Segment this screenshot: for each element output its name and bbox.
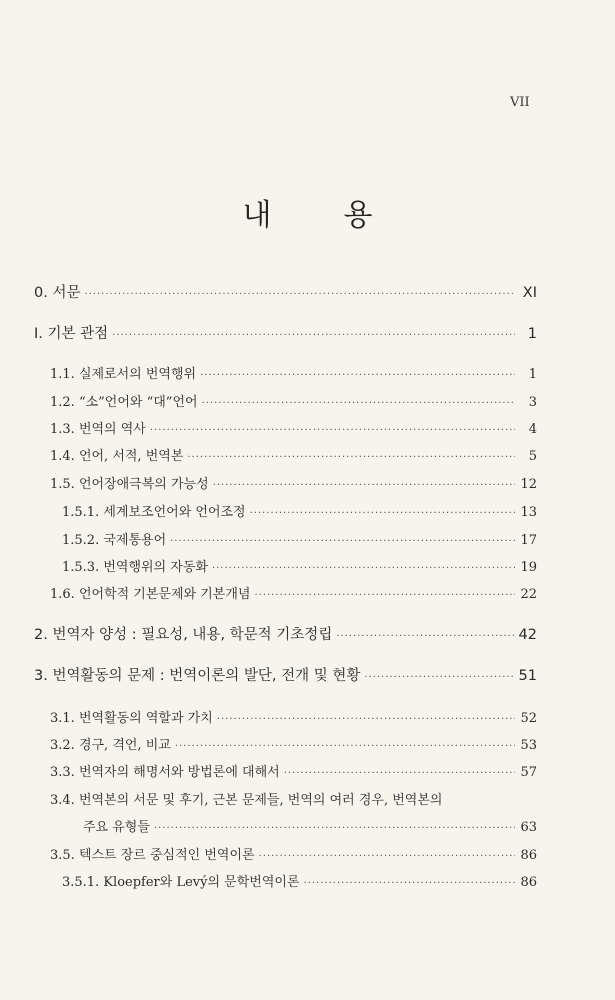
toc-leader-dots xyxy=(364,665,514,691)
toc-entry-label: 1.5.3. 번역행위의 자동화 xyxy=(62,560,208,575)
toc-entry-1 xyxy=(34,321,537,347)
toc-entry-label: 3. 번역활동의 문제 : 번역이론의 발단, 전개 및 현황 xyxy=(34,668,361,684)
toc-entry-page: 17 xyxy=(520,533,537,548)
toc-entry-label: 1.2. “소”언어와 “대”언어 xyxy=(50,395,198,410)
toc-entry-3-2 xyxy=(50,733,537,759)
toc-entry-page: 63 xyxy=(520,820,537,835)
toc-entry-3-5 xyxy=(50,843,537,869)
toc-entry-label: 1.5. 언어장애극복의 가능성 xyxy=(50,477,209,492)
toc-entry-page: 13 xyxy=(520,505,537,520)
toc-leader-dots xyxy=(250,501,515,527)
page-title-char-1: 내 xyxy=(242,198,272,233)
toc-leader-dots xyxy=(336,624,514,650)
toc-entry-3-4-line-1: 3.4. 번역본의 서문 및 후기, 근본 문제들, 번역의 여러 경우, 번역본의 xyxy=(50,793,443,808)
toc-entry-label: 1.4. 언어, 서적, 번역본 xyxy=(50,449,184,464)
page-number: VII xyxy=(510,95,530,110)
page-title-char-2: 용 xyxy=(343,198,373,233)
toc-entry-page: 19 xyxy=(520,560,537,575)
toc-entry-page: 51 xyxy=(518,668,537,684)
toc-entry-page: 22 xyxy=(520,587,537,602)
toc-entry-page: 1 xyxy=(528,367,537,382)
toc-entry-3-3 xyxy=(50,760,537,786)
toc-entry-1-2 xyxy=(50,390,537,416)
toc-leader-dots xyxy=(202,391,515,417)
toc-leader-dots xyxy=(213,473,515,499)
toc-leader-dots xyxy=(150,418,515,444)
toc-entry-label: 1.3. 번역의 역사 xyxy=(50,422,146,437)
toc-entry-3-1 xyxy=(50,706,537,732)
toc-entry-1-1 xyxy=(50,362,537,388)
toc-leader-dots xyxy=(212,556,515,582)
toc-entry-1-4 xyxy=(50,444,537,470)
toc-leader-dots xyxy=(84,282,515,308)
toc-entry-1-5-2 xyxy=(62,528,537,554)
toc-entry-page: 86 xyxy=(520,848,537,863)
toc-entry-page: 42 xyxy=(518,627,537,643)
toc-entry-label: 3.2. 경구, 격언, 비교 xyxy=(50,738,171,753)
toc-entry-label: 1.5.2. 국제통용어 xyxy=(62,533,167,548)
toc-entry-3-5-1 xyxy=(62,870,537,896)
toc-entry-label: 2. 번역자 양성 : 필요성, 내용, 학문적 기초정립 xyxy=(34,627,333,643)
toc-entry-page: XI xyxy=(522,285,537,301)
toc-entry-label: 주요 유형들 xyxy=(83,820,150,835)
toc-entry-label: I. 기본 관점 xyxy=(34,326,109,342)
toc-entry-page: 57 xyxy=(520,765,537,780)
toc-leader-dots xyxy=(254,583,515,609)
page-title xyxy=(0,190,615,234)
toc-leader-dots xyxy=(217,707,515,733)
toc-entry-label: 3.5.1. Kloepfer와 Levý의 문학번역이론 xyxy=(62,875,300,890)
toc-leader-dots xyxy=(175,734,515,760)
toc-entry-1-5-1 xyxy=(62,500,537,526)
toc-entry-label: 3.5. 텍스트 장르 중심적인 번역이론 xyxy=(50,848,255,863)
toc-entry-page: 5 xyxy=(528,449,537,464)
toc-entry-page: 3 xyxy=(528,395,537,410)
toc-leader-dots xyxy=(200,363,515,389)
toc-entry-1-5 xyxy=(50,472,537,498)
toc-entry-label: 0. 서문 xyxy=(34,285,81,301)
toc-entry-label: 1.6. 언어학적 기본문제와 기본개념 xyxy=(50,587,251,602)
toc-entry-label: 1.5.1. 세계보조언어와 언어조정 xyxy=(62,505,246,520)
toc-entry-label: 3.1. 번역활동의 역할과 가치 xyxy=(50,711,213,726)
toc-entry-page: 53 xyxy=(520,738,537,753)
toc-entry-1-6 xyxy=(50,582,537,608)
toc-leader-dots xyxy=(187,445,515,471)
toc-entry-page: 1 xyxy=(527,326,537,342)
toc-entry-1-5-3 xyxy=(62,555,537,581)
toc-entry-label: 3.3. 번역자의 해명서와 방법론에 대해서 xyxy=(50,765,280,780)
toc-entry-page: 12 xyxy=(520,477,537,492)
toc-leader-dots xyxy=(304,871,515,897)
toc-entry-2 xyxy=(34,622,537,648)
toc-leader-dots xyxy=(112,323,515,349)
toc-leader-dots xyxy=(284,761,515,787)
toc-leader-dots xyxy=(154,816,515,842)
toc-entry-3 xyxy=(34,663,537,689)
toc-entry-page: 4 xyxy=(528,422,537,437)
toc-entry-0 xyxy=(34,280,537,306)
toc-entry-label: 1.1. 실제로서의 번역행위 xyxy=(50,367,197,382)
toc-entry-1-3 xyxy=(50,417,537,443)
toc-entry-page: 52 xyxy=(520,711,537,726)
toc-entry-page: 86 xyxy=(520,875,537,890)
toc-entry-3-4 xyxy=(83,815,537,841)
toc-leader-dots xyxy=(259,844,515,870)
toc-leader-dots xyxy=(170,529,515,555)
